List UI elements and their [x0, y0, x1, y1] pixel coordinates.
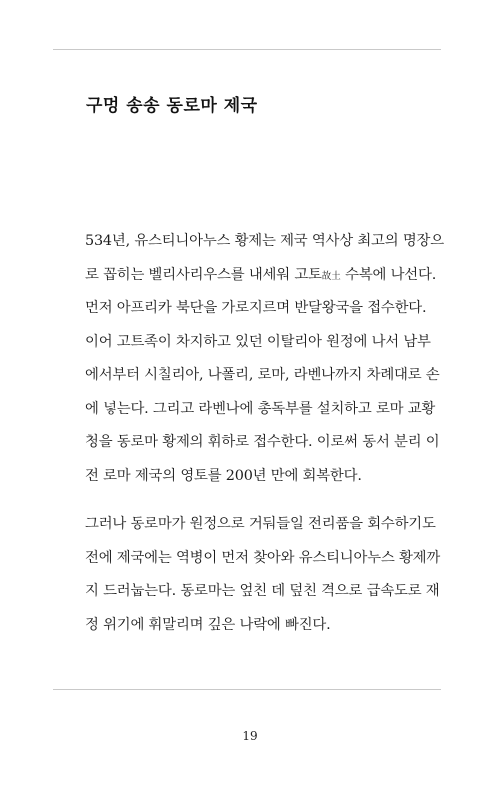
text-line: 그러나 동로마가 원정으로 거둬들일 전리품을 회수하기도	[85, 516, 436, 532]
text-line: 정 위기에 휘말리며 깊은 나락에 빠진다.	[85, 616, 331, 633]
page-number: 19	[242, 729, 258, 743]
text-line: 전 로마 제국의 영토를 200년 만에 회복한다.	[85, 467, 362, 484]
paragraph-2	[85, 508, 465, 642]
text-line: 지 드러눕는다. 동로마는 엎친 데 덮친 격으로 급속도로 재	[85, 583, 440, 599]
text-line: 에서부터 시칠리아, 나폴리, 로마, 라벤나까지 차례대로 손	[85, 367, 440, 383]
text-fragment: 로 꼽히는 벨리사리우스를 내세워 고토	[85, 266, 322, 283]
text-line: 에 넣는다. 그리고 라벤나에 총독부를 설치하고 로마 교황	[85, 400, 436, 417]
hanja-annotation: 故土	[321, 270, 341, 282]
text-line: 이어 고트족이 차지하고 있던 이탈리아 원정에 나서 남부	[85, 333, 431, 350]
chapter-title: 구멍 송송 동로마 제국	[86, 96, 258, 117]
top-divider	[53, 49, 441, 50]
text-fragment: 수복에 나선다.	[340, 266, 437, 283]
text-line: 먼저 아프리카 북단을 가로지르며 반달왕국을 접수한다.	[85, 300, 427, 316]
text-line: 전에 제국에는 역병이 먼저 찾아와 유스티니아누스 황제까	[85, 549, 441, 566]
bottom-divider	[53, 689, 441, 690]
text-line: 청을 동로마 황제의 휘하로 접수한다. 이로써 동서 분리 이	[85, 434, 440, 450]
paragraph-1	[85, 225, 465, 493]
text-line: 534년, 유스티니아누스 황제는 제국 역사상 최고의 명장으	[85, 233, 444, 249]
text-line	[85, 259, 465, 293]
